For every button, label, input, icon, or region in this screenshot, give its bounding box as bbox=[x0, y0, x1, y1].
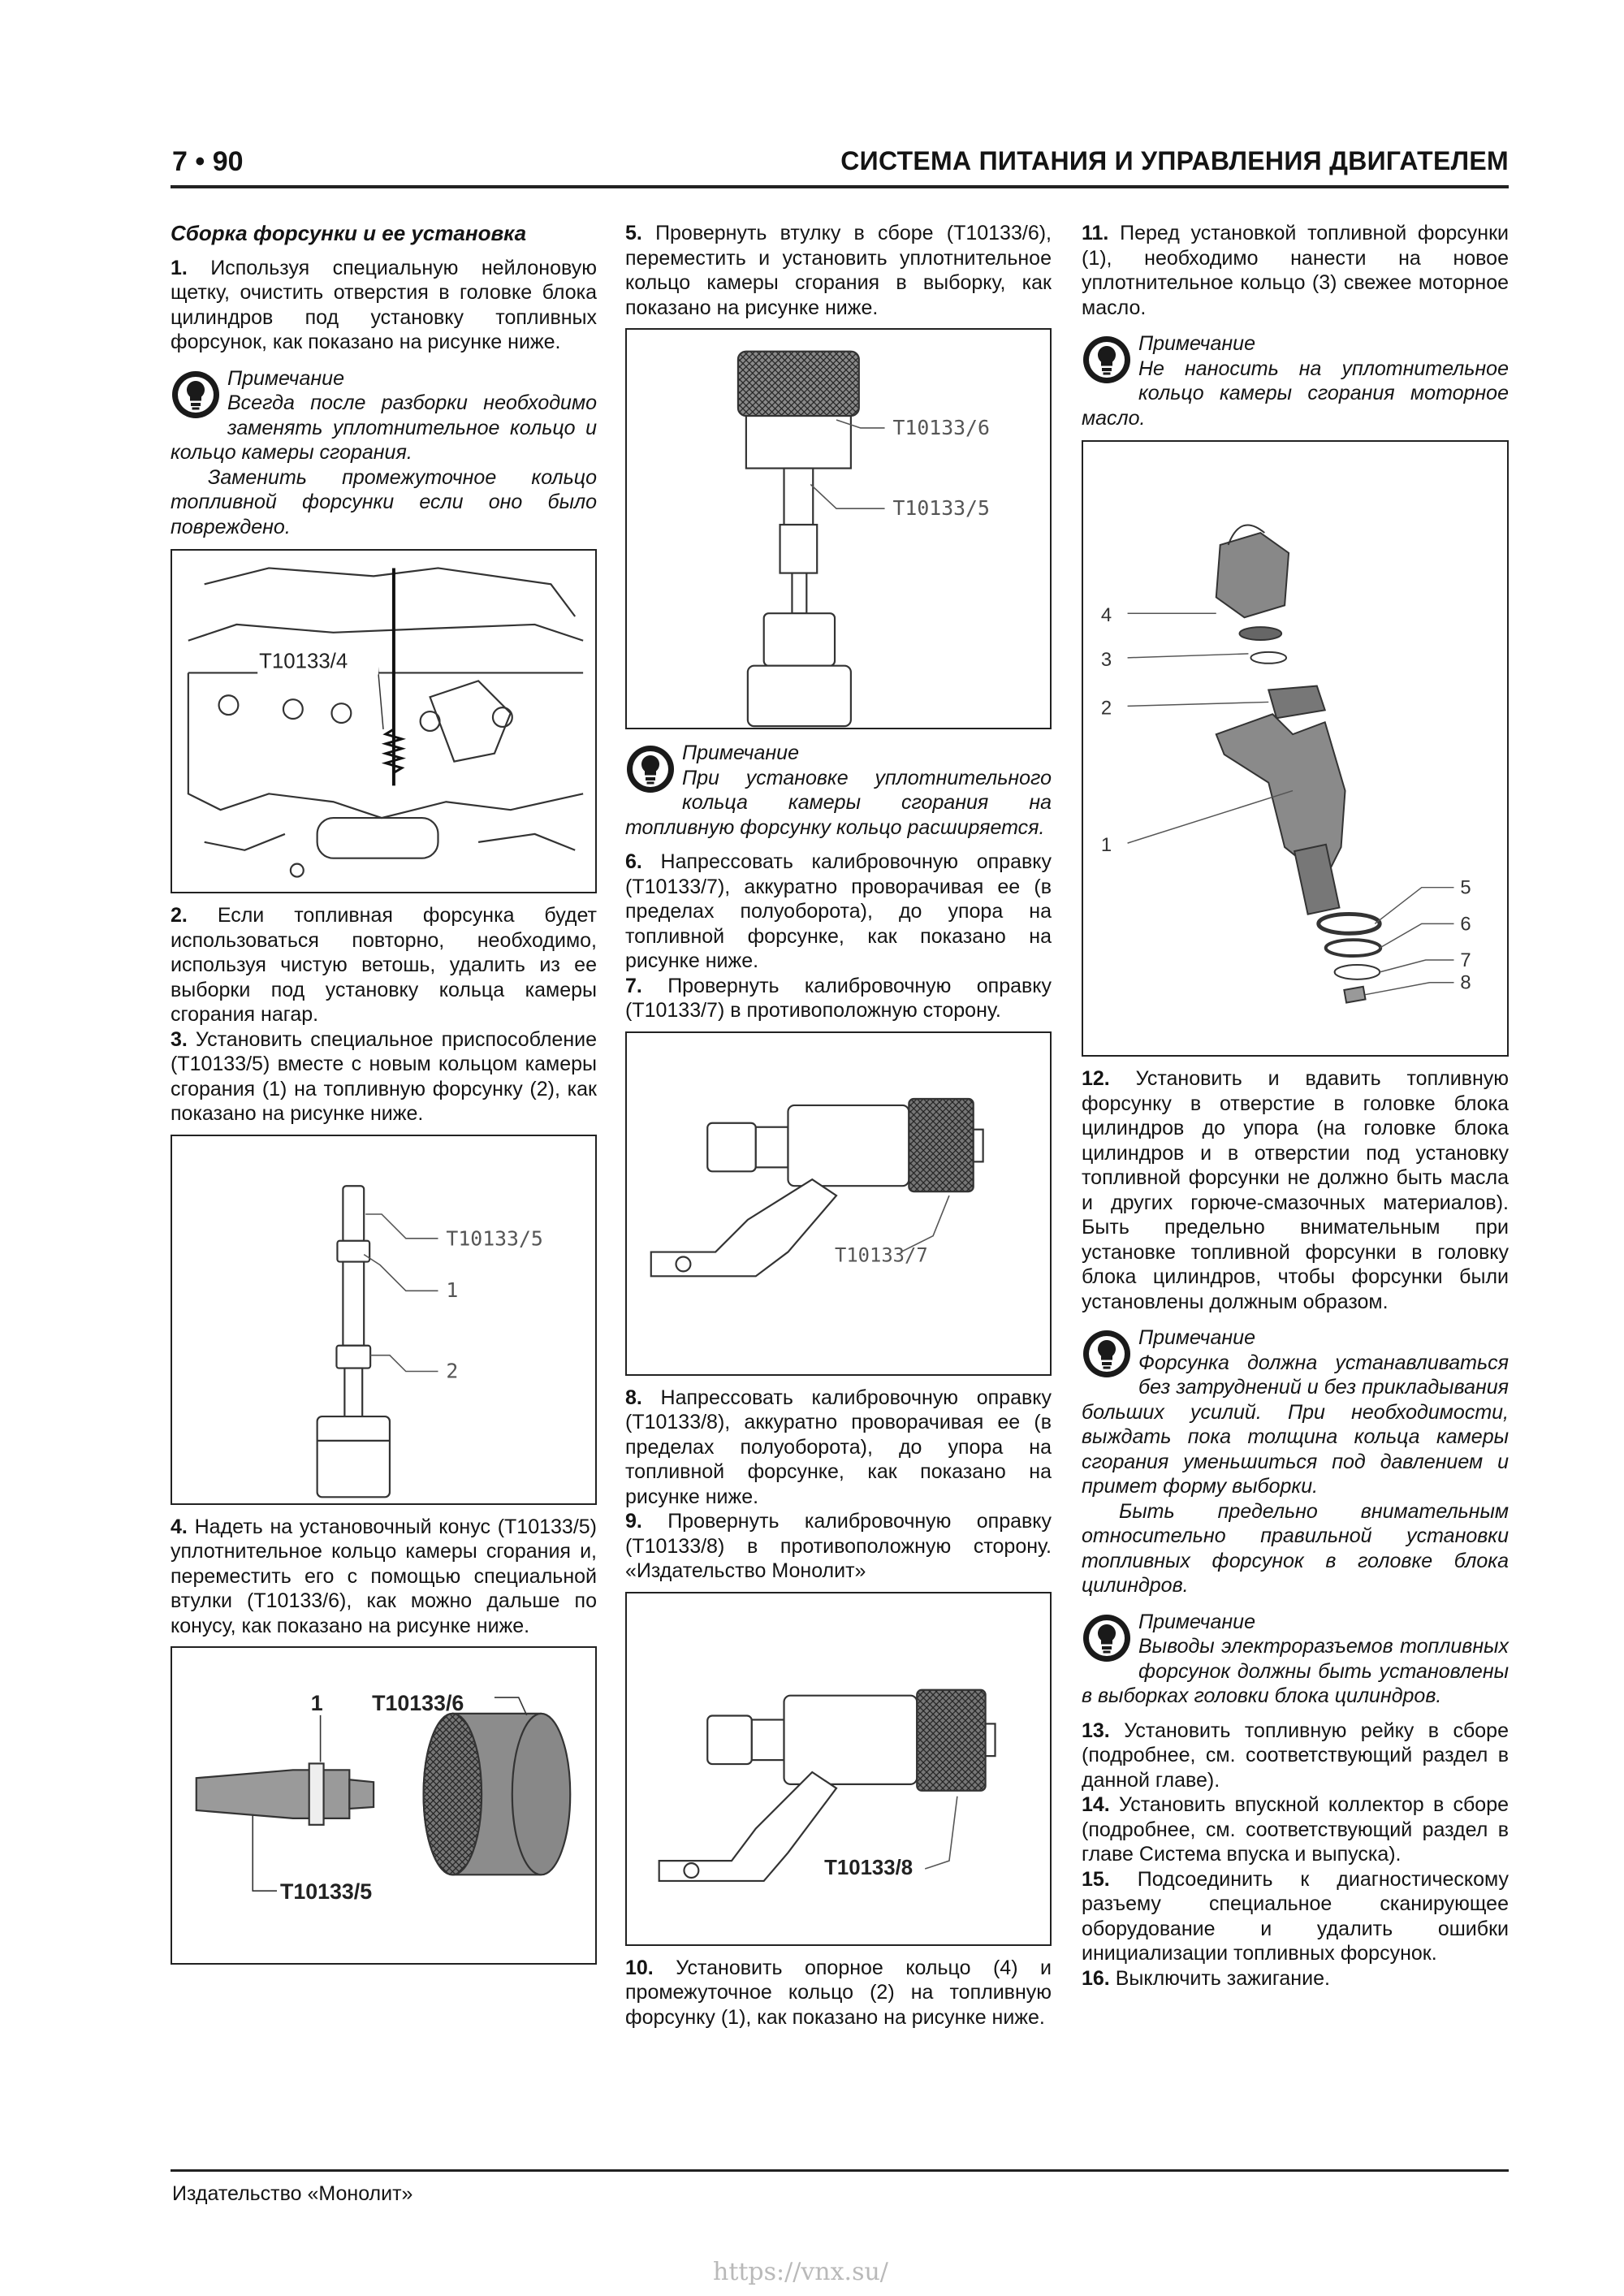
step-7 bbox=[625, 974, 1052, 1023]
step-text: Напрессовать калибровочную оправку (T10133/8), аккуратно проворачивая ее (в пределах полуоборота), до упора на топливной форсунке, как показано на рисунке ниже. bbox=[625, 1386, 1052, 1508]
calibration-mandrel-8-illustration bbox=[627, 1593, 1050, 1944]
lightbulb-icon bbox=[1082, 1613, 1132, 1663]
callout-7: 7 bbox=[1460, 949, 1471, 971]
step-text: Надеть на установочный конус (T10133/5) уплотнительное кольцо камеры сгорания и, переместить его с помощью специальной втулки (T10133/6), как можно дальше по конусу, как показано на рисунке ниже. bbox=[171, 1515, 597, 1637]
note-title: Примечание bbox=[1138, 1326, 1255, 1349]
callout-2: 2 bbox=[1100, 697, 1112, 720]
column-3 bbox=[1082, 221, 1509, 1991]
step-text: Провернуть калибровочную оправку (T10133/8) в противоположную сторону. «Издательство Монолит» bbox=[625, 1510, 1052, 1582]
step-11 bbox=[1082, 221, 1509, 320]
tool-label-t10133-4: T10133/4 bbox=[259, 650, 348, 673]
figure-cone-on-injector bbox=[171, 1135, 597, 1505]
figure-calibration-mandrel-8 bbox=[625, 1592, 1052, 1946]
note-text: Форсунка должна устанавливаться без затруднений и без прикладывания больших усилий. При необходимости, выждать пока толщина кольца камеры сгорания уменьшиться под давлением и примет форму выборки. bbox=[1082, 1351, 1509, 1498]
note-5 bbox=[1082, 1610, 1509, 1709]
callout-2: 2 bbox=[446, 1358, 459, 1382]
tool-label-t10133-5: T10133/5 bbox=[446, 1226, 543, 1251]
step-number: 1. bbox=[171, 256, 188, 279]
step-text: Провернуть втулку в сборе (T10133/6), переместить и установить уплотнительное кольцо камеры сгорания в выборку, как показано на рисунке ниже. bbox=[625, 222, 1052, 319]
tool-label-t10133-6: T10133/6 bbox=[892, 415, 990, 439]
header-rule bbox=[171, 185, 1509, 188]
intermediate-ring-part bbox=[1240, 627, 1282, 640]
step-number: 3. bbox=[171, 1027, 188, 1051]
note-title: Примечание bbox=[682, 742, 799, 764]
cone-on-injector-illustration bbox=[172, 1136, 595, 1503]
lightbulb-icon bbox=[171, 370, 221, 420]
step-number: 11. bbox=[1082, 222, 1109, 244]
step-number: 16. bbox=[1082, 1966, 1110, 1990]
step-12 bbox=[1082, 1066, 1509, 1314]
step-text: Установить топливную рейку в сборе (подробнее, см. соответствующий раздел в данной главе). bbox=[1082, 1719, 1509, 1792]
lightbulb-icon bbox=[625, 744, 676, 794]
step-4 bbox=[171, 1515, 597, 1639]
note-text: Заменить промежуточное кольцо топливной форсунки если оно было повреждено. bbox=[171, 465, 597, 538]
column-2 bbox=[625, 221, 1052, 2030]
seal-ring-part bbox=[1250, 652, 1286, 664]
note-text: Не наносить на уплотнительное кольцо камеры сгорания моторное масло. bbox=[1082, 357, 1509, 430]
callout-5: 5 bbox=[1460, 876, 1471, 899]
lightbulb-icon bbox=[1082, 1329, 1132, 1379]
step-number: 9. bbox=[625, 1510, 642, 1533]
step-number: 8. bbox=[625, 1386, 642, 1409]
page-number: 7 • 90 bbox=[172, 146, 244, 177]
note-text: Выводы электроразъемов топливных форсунок должны быть установлены в выборках головки блока цилиндров. bbox=[1082, 1635, 1509, 1707]
step-text: Провернуть калибровочную оправку (T10133/7) в противоположную сторону. bbox=[625, 974, 1052, 1022]
calibration-mandrel-7-illustration bbox=[627, 1033, 1050, 1374]
watermark: https://vnx.su/ bbox=[713, 2258, 888, 2286]
step-text: Выключить зажигание. bbox=[1115, 1966, 1330, 1990]
step-number: 7. bbox=[625, 974, 642, 997]
note-3 bbox=[1082, 331, 1509, 430]
footer-rule bbox=[171, 2169, 1509, 2172]
step-number: 14. bbox=[1082, 1793, 1110, 1816]
step-14 bbox=[1082, 1792, 1509, 1867]
step-text: Напрессовать калибровочную оправку (T10133/7), аккуратно проворачивая ее (в пределах полуоборота), до упора на топливной форсунке, как показано на рисунке ниже. bbox=[625, 850, 1052, 972]
note-1 bbox=[171, 366, 597, 540]
step-text: Используя специальную нейлоновую щетку, очистить отверстия в головке блока цилиндров под установку топливных форсунок, как показано на рисунке ниже. bbox=[171, 256, 597, 353]
tool-label-t10133-5: T10133/5 bbox=[892, 496, 990, 521]
section-title: Сборка форсунки и ее установка bbox=[171, 221, 527, 245]
callout-6: 6 bbox=[1460, 913, 1471, 936]
figure-sleeve-on-cone bbox=[171, 1646, 597, 1965]
step-number: 2. bbox=[171, 904, 188, 927]
figure-cylinder-head-brush bbox=[171, 549, 597, 893]
step-1 bbox=[171, 256, 597, 355]
step-8 bbox=[625, 1386, 1052, 1510]
note-title: Примечание bbox=[227, 366, 344, 390]
callout-8: 8 bbox=[1460, 971, 1471, 994]
figure-calibration-mandrel-7 bbox=[625, 1031, 1052, 1376]
step-2 bbox=[171, 903, 597, 1027]
step-text: Перед установкой топливной форсунки (1), необходимо нанести на новое уплотнительное кольцо (3) свежее моторное масло. bbox=[1082, 222, 1509, 319]
step-number: 4. bbox=[171, 1515, 188, 1538]
note-text: Всегда после разборки необходимо заменять уплотнительное кольцо и кольцо камеры сгорания. bbox=[171, 391, 597, 464]
callout-1: 1 bbox=[446, 1278, 459, 1302]
step-text: Установить и вдавить топливную форсунку в отверстие в головке блока цилиндров до упора (на головке блока цилиндров и в отверстии под установку топливной форсунки не должно быть масла и других горюче-смазочных материалов). Быть предельно внимательным при установке топливной форсунки в головку блока цилиндров, чтобы форсунки были установлены должным образом. bbox=[1082, 1067, 1509, 1313]
step-9 bbox=[625, 1509, 1052, 1584]
step-15 bbox=[1082, 1867, 1509, 1966]
tool-label-t10133-6: T10133/6 bbox=[372, 1690, 464, 1715]
page-title: СИСТЕМА ПИТАНИЯ И УПРАВЛЕНИЯ ДВИГАТЕЛЕМ bbox=[840, 146, 1509, 175]
callout-1: 1 bbox=[1100, 834, 1112, 857]
note-title: Примечание bbox=[1138, 332, 1255, 355]
step-6 bbox=[625, 850, 1052, 974]
step-16 bbox=[1082, 1966, 1509, 1991]
tool-label-t10133-7: T10133/7 bbox=[835, 1243, 928, 1266]
note-4 bbox=[1082, 1325, 1509, 1598]
step-text: Если топливная форсунка будет использоваться повторно, необходимо, используя чистую ветошь, удалить из ее выборки под установку кольца камеры сгорания нагар. bbox=[171, 904, 597, 1026]
step-3 bbox=[171, 1027, 597, 1126]
step-text: Установить впускной коллектор в сборе (подробнее, см. соответствующий раздел в главе Система впуска и выпуска). bbox=[1082, 1793, 1509, 1866]
tool-label-t10133-5: T10133/5 bbox=[279, 1879, 373, 1905]
note-2 bbox=[625, 741, 1052, 840]
step-number: 10. bbox=[625, 1956, 654, 1979]
note-title: Примечание bbox=[1138, 1610, 1255, 1633]
sleeve-on-cone-illustration bbox=[172, 1648, 595, 1963]
step-number: 12. bbox=[1082, 1067, 1110, 1090]
callout-4: 4 bbox=[1100, 604, 1112, 627]
brush-bristles-shape bbox=[386, 729, 402, 773]
footer-publisher: Издательство «Монолит» bbox=[172, 2182, 413, 2205]
figure-injector-exploded bbox=[1082, 440, 1509, 1057]
step-5 bbox=[625, 221, 1052, 320]
figure-sleeve-installed bbox=[625, 328, 1052, 729]
callout-3: 3 bbox=[1100, 648, 1112, 671]
step-10 bbox=[625, 1956, 1052, 2030]
support-ring-part bbox=[1216, 533, 1289, 617]
callout-1: 1 bbox=[310, 1690, 323, 1715]
sleeve-installed-illustration bbox=[627, 330, 1050, 728]
column-1 bbox=[171, 221, 597, 1974]
step-number: 13. bbox=[1082, 1719, 1110, 1742]
lightbulb-icon bbox=[1082, 335, 1132, 385]
step-text: Установить специальное приспособление (T10133/5) вместе с новым кольцом камеры сгорания (1) на топливную форсунку (2), как показано на рисунке ниже. bbox=[171, 1027, 597, 1125]
step-text: Подсоединить к диагностическому разъему специальное сканирующее оборудование и удалить ошибки инициализации топливных форсунок. bbox=[1082, 1867, 1510, 1965]
cylinder-head-brush-illustration bbox=[172, 551, 595, 892]
step-number: 5. bbox=[625, 222, 642, 244]
injector-exploded-illustration bbox=[1083, 442, 1507, 1055]
step-text: Установить опорное кольцо (4) и промежуточное кольцо (2) на топливную форсунку (1), как показано на рисунке ниже. bbox=[625, 1956, 1052, 2029]
note-text: При установке уплотнительного кольца камеры сгорания на топливную форсунку кольцо расширяется. bbox=[625, 766, 1052, 839]
note-text: Быть предельно внимательным относительно правильной установки топливных форсунок в головке блока цилиндров. bbox=[1082, 1499, 1509, 1597]
tool-label-t10133-8: T10133/8 bbox=[824, 1856, 914, 1879]
step-13 bbox=[1082, 1719, 1509, 1793]
step-number: 6. bbox=[625, 850, 642, 873]
step-number: 15. bbox=[1082, 1867, 1110, 1891]
